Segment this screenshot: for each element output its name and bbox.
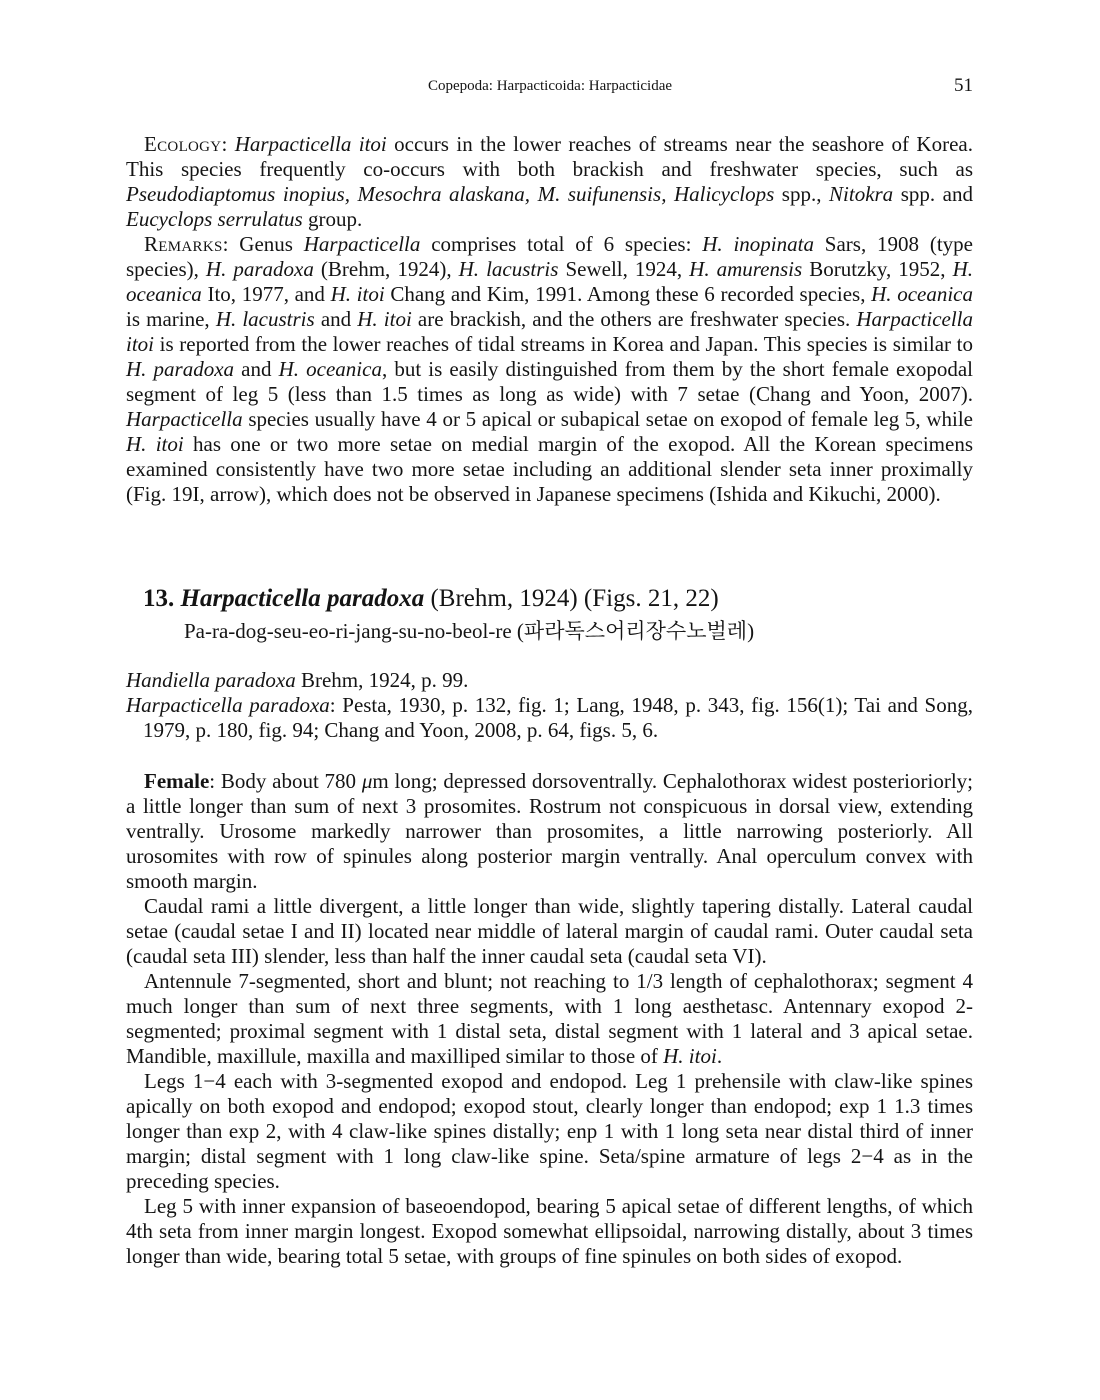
text-run: and <box>234 357 279 381</box>
text-run: (Brehm, 1924), <box>313 257 459 281</box>
korean-common-name: Pa-ra-dog-seu-eo-ri-jang-su-no-beol-re (파라독스어리장수노벌레) <box>184 619 755 643</box>
text-run: (Brehm, 1924) (Figs. 21, 22) <box>424 585 719 612</box>
italic-text: H. lacustris <box>458 257 559 281</box>
italic-text: H. itoi <box>330 282 385 306</box>
text-run: Sewell, 1924, <box>558 257 690 281</box>
text-run: Brehm, 1924, p. 99. <box>295 668 469 692</box>
italic-text: H. lacustris <box>215 307 315 331</box>
italic-text: H. itoi <box>663 1044 717 1068</box>
italic-text: H. itoi <box>357 307 412 331</box>
italic-text: H. inopinata <box>702 232 814 256</box>
ecology-remarks-section <box>126 132 973 507</box>
page-number: 51 <box>954 75 973 96</box>
text-run: , but is easily distinguished from them by the short female exopodal segment of leg 5 (less than 1.5 times as long as wide) with 7 setae (Chang and Yoon, 2007). <box>126 357 973 406</box>
text-run: has one or two more setae on medial margin of the exopod. All the Korean specimens examined consistently have two more setae including an additional slender seta inner proximally (Fig. 19I, arrow), which does not be observed in Japanese specimens (Ishida and Kikuchi, 2000). <box>126 432 973 506</box>
italic-text: Harpacticella paradoxa <box>126 693 330 717</box>
italic-text: Nitokra <box>829 182 894 206</box>
italic-text: Handiella paradoxa <box>126 668 296 692</box>
text-run: m long; depressed dorsoventrally. Cephalothorax widest posterioriorly; a little longer than sum of next 3 prosomites. Rostrum not conspicuous in dorsal view, extending ventrally. Urosome markedly narrower than prosomites, a little narrowing posteriorly. All urosomites with row of spinules along posterior margin ventrally. Anal operculum convex with smooth margin. <box>126 769 973 893</box>
italic-text: Harpacticella <box>126 407 243 431</box>
italic-text: H. amurensis <box>689 257 803 281</box>
text-run: : Pesta, 1930, p. 132, fig. 1; Lang, 1948, p. 343, fig. 156(1); Tai and Song, 1979, p. 180, fig. 94; Chang and Yoon, 2008, p. 64, figs. 5, 6. <box>143 693 973 742</box>
text-run: and <box>314 307 358 331</box>
italic-text: Pseudodiaptomus inopius, Mesochra alaskana, M. suifunensis, Halicyclops <box>126 182 775 206</box>
bold-text: 13. <box>143 585 175 612</box>
italic-text: Eucyclops serrulatus <box>126 207 303 231</box>
text-run: Ito, 1977, and <box>201 282 331 306</box>
text-run: : Body about 780 <box>209 769 362 793</box>
text-run: Chang and Kim, 1991. Among these 6 recorded species, <box>384 282 872 306</box>
synonymy-entry <box>126 668 973 693</box>
italic-text: Harpacticella <box>303 232 421 256</box>
text-run: is marine, <box>126 307 216 331</box>
text-run: Leg 5 with inner expansion of baseoendopod, bearing 5 apical setae of different lengths, of which 4th seta from inner margin longest. Exopod somewhat ellipsoidal, narrowing distally, about 3 times longer than wide, bearing total 5 setae, with groups of fine spinules on both sides of exopod. <box>126 1194 973 1268</box>
text-run: : Genus <box>222 232 304 256</box>
text-run: species usually have 4 or 5 apical or subapical setae on exopod of female leg 5, while <box>242 407 973 431</box>
italic-text: H. paradoxa <box>205 257 314 281</box>
species-heading <box>143 583 973 615</box>
bold-text: Female <box>144 769 210 793</box>
ecology-paragraph <box>126 132 973 232</box>
text-run: is reported from the lower reaches of tidal streams in Korea and Japan. This species is similar to <box>154 332 973 356</box>
small-caps-label: Ecology <box>144 132 222 156</box>
species-heading-section <box>126 583 973 645</box>
species-description <box>126 769 973 1269</box>
small-caps-label: Remarks <box>144 232 223 256</box>
italic-text: H. itoi <box>126 432 184 456</box>
text-run: are brackish, and the others are freshwater species. <box>411 307 857 331</box>
antennule-paragraph <box>126 969 973 1069</box>
running-title: Copepoda: Harpacticoida: Harpacticidae <box>427 78 673 94</box>
text-run: Sars, 1908 (type species), <box>126 232 973 281</box>
text-run: : <box>221 132 235 156</box>
caudal-rami-paragraph <box>126 894 973 969</box>
italic-text: H. paradoxa <box>126 357 235 381</box>
text-run: spp. and <box>893 182 973 206</box>
leg5-paragraph <box>126 1194 973 1269</box>
female-body-paragraph <box>126 769 973 894</box>
text-run: occurs in the lower reaches of streams near the seashore of Korea. This species frequently co-occurs with both brackish and freshwater species, such as <box>126 132 973 181</box>
text-run: Borutzky, 1952, <box>802 257 953 281</box>
italic-text: H. oceanica <box>126 257 973 306</box>
text-run: Legs 1−4 each with 3-segmented exopod and endopod. Leg 1 prehensile with claw-like spines apically on both exopod and endopod; exopod stout, clearly longer than endopod; exp 1 1.3 times longer than exp 2, with 4 claw-like spines distally; enp 1 with 1 long seta near distal third of inner margin; distal segment with 1 long claw-like spine. Seta/spine armature of legs 2−4 as in the preceding species. <box>126 1069 973 1193</box>
synonymy-list <box>126 668 973 743</box>
italic-text: Harpacticella itoi <box>234 132 387 156</box>
text-run: Caudal rami a little divergent, a little longer than wide, slightly tapering distally. Lateral caudal setae (caudal setae I and II) located near middle of lateral margin of caudal rami. Outer caudal seta (caudal seta III) slender, less than half the inner caudal seta (caudal seta VI). <box>126 894 973 968</box>
italic-text: μ <box>361 769 373 793</box>
italic-text: Harpacticella itoi <box>126 307 974 356</box>
synonymy-entry <box>126 693 973 743</box>
remarks-paragraph <box>126 232 973 507</box>
text-run: . <box>716 1044 723 1068</box>
text-run: group. <box>302 207 363 231</box>
legs-paragraph <box>126 1069 973 1194</box>
bold-italic-text: Harpacticella paradoxa <box>180 585 425 612</box>
italic-text: H. oceanica <box>278 357 382 381</box>
text-run: spp., <box>774 182 830 206</box>
text-run: Antennule 7-segmented, short and blunt; not reaching to 1/3 length of cephalothorax; segment 4 much longer than sum of next three segments, with 1 long aesthetasc. Antennary exopod 2-segmented; proximal segment with 1 distal seta, distal segment with 1 lateral and 3 apical setae. Mandible, maxillule, maxilla and maxilliped similar to those of <box>126 969 973 1068</box>
italic-text: H. oceanica <box>871 282 973 306</box>
text-run: comprises total of 6 species: <box>420 232 703 256</box>
